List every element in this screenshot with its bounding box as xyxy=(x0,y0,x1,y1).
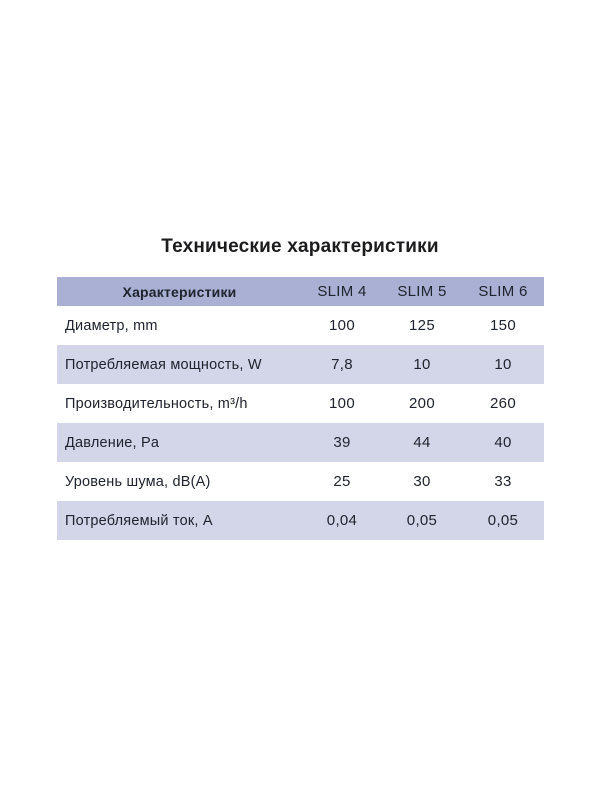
table-header-row xyxy=(57,277,544,306)
row-label: Потребляемый ток, А xyxy=(65,512,213,529)
row-value: 25 xyxy=(333,473,351,490)
row-label: Производительность, m³/h xyxy=(65,395,248,412)
header-col-slim5: SLIM 5 xyxy=(397,283,447,300)
row-value: 260 xyxy=(490,395,516,412)
header-col-slim4: SLIM 4 xyxy=(317,283,367,300)
header-characteristics: Характеристики xyxy=(122,283,237,300)
row-value: 39 xyxy=(333,434,351,451)
row-value: 7,8 xyxy=(331,356,353,373)
row-value: 100 xyxy=(329,395,355,412)
table-row-power xyxy=(57,345,544,384)
page-title: Технические характеристики xyxy=(161,236,439,257)
row-value: 10 xyxy=(494,356,512,373)
row-value: 200 xyxy=(409,395,435,412)
row-value: 33 xyxy=(494,473,512,490)
row-value: 44 xyxy=(413,434,431,451)
row-value: 30 xyxy=(413,473,431,490)
row-value: 150 xyxy=(490,317,516,334)
row-label: Диаметр, mm xyxy=(65,317,158,334)
table-row-current xyxy=(57,501,544,540)
row-value: 10 xyxy=(413,356,431,373)
table-row-noise xyxy=(57,462,544,501)
table-row-airflow xyxy=(57,384,544,423)
row-label: Потребляемая мощность, W xyxy=(65,356,262,373)
row-value: 0,05 xyxy=(406,512,438,529)
row-value: 0,04 xyxy=(326,512,358,529)
header-col-slim6: SLIM 6 xyxy=(478,283,528,300)
spec-table xyxy=(57,277,544,540)
table-row-pressure xyxy=(57,423,544,462)
table-row-diameter xyxy=(57,306,544,345)
row-label: Давление, Pa xyxy=(65,434,160,451)
row-value: 0,05 xyxy=(487,512,519,529)
row-value: 100 xyxy=(329,317,355,334)
row-value: 40 xyxy=(494,434,512,451)
row-label: Уровень шума, dB(A) xyxy=(65,473,211,490)
row-value: 125 xyxy=(409,317,435,334)
